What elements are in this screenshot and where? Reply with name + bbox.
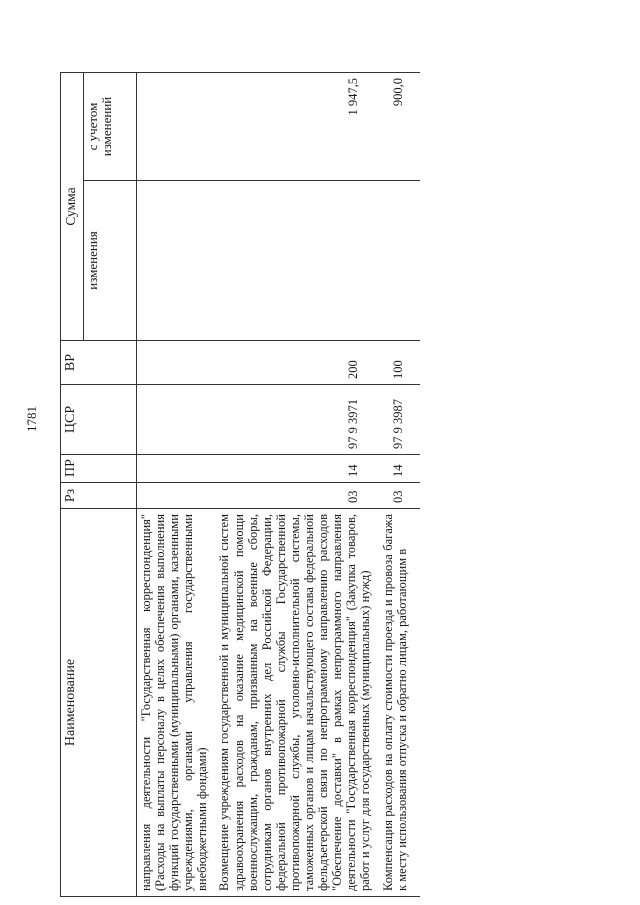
row-rz xyxy=(137,483,212,509)
table-row xyxy=(211,72,374,896)
header-changes: изменения xyxy=(84,181,137,341)
header-csr: ЦСР xyxy=(61,385,137,455)
row-vr: 200 xyxy=(211,341,374,385)
table-row xyxy=(137,72,212,896)
budget-table xyxy=(60,72,420,897)
header-pr: ПР xyxy=(61,455,137,483)
row-csr: 97 9 3971 xyxy=(211,385,374,455)
row-with-changes: 1 947,5 xyxy=(211,72,374,180)
header-row-top xyxy=(61,72,84,896)
row-csr: 97 9 3987 xyxy=(375,385,420,455)
row-with-changes xyxy=(137,72,212,180)
row-csr xyxy=(137,385,212,455)
header-with-changes: с учетом изменений xyxy=(84,72,137,180)
row-name: направления деятельности "Государственная корреспонденция" (Расходы на выплаты персоналу в целях обеспечения выполнения функций государственными (муниципальными) органами, казенными учреждениями, органами управления государственными внебюджетными фондами) xyxy=(137,509,212,897)
row-with-changes: 900,0 xyxy=(375,72,420,180)
header-name: Наименование xyxy=(61,509,137,897)
header-rz: Рз xyxy=(61,483,137,509)
row-pr: 14 xyxy=(211,455,374,483)
row-rz: 03 xyxy=(375,483,420,509)
header-sum: Сумма xyxy=(61,72,84,340)
row-changes xyxy=(211,181,374,341)
row-changes xyxy=(375,181,420,341)
row-vr: 100 xyxy=(375,341,420,385)
header-vr: ВР xyxy=(61,341,137,385)
row-pr xyxy=(137,455,212,483)
row-vr xyxy=(137,341,212,385)
row-changes xyxy=(137,181,212,341)
row-pr: 14 xyxy=(375,455,420,483)
page-number: 1781 xyxy=(24,406,39,432)
row-name: Компенсация расходов на оплату стоимости проезда и провоза багажа к месту использования отпуска и обратно лицам, работающим в xyxy=(375,509,420,897)
table-row xyxy=(375,72,420,896)
row-name: Возмещение учреждениям государственной и муниципальной систем здравоохранения расходов на оказание медицинской помощи военнослужащим, гражданам, призванным на военные сборы, сотрудникам органов внутренних дел Российской Федерации, федеральной противопожарной службы Государственной противопожарной службы, уголовно-исполнительной системы, таможенных органов и лицам начальствующего состава федеральной фельдъегерской связи по непрограммному направлению расходов "Обеспечение доставки" в рамках непрограммного направления деятельности "Государственная корреспонденция" (Закупка товаров, работ и услуг для государственных (муниципальных) нужд) xyxy=(211,509,374,897)
row-rz: 03 xyxy=(211,483,374,509)
